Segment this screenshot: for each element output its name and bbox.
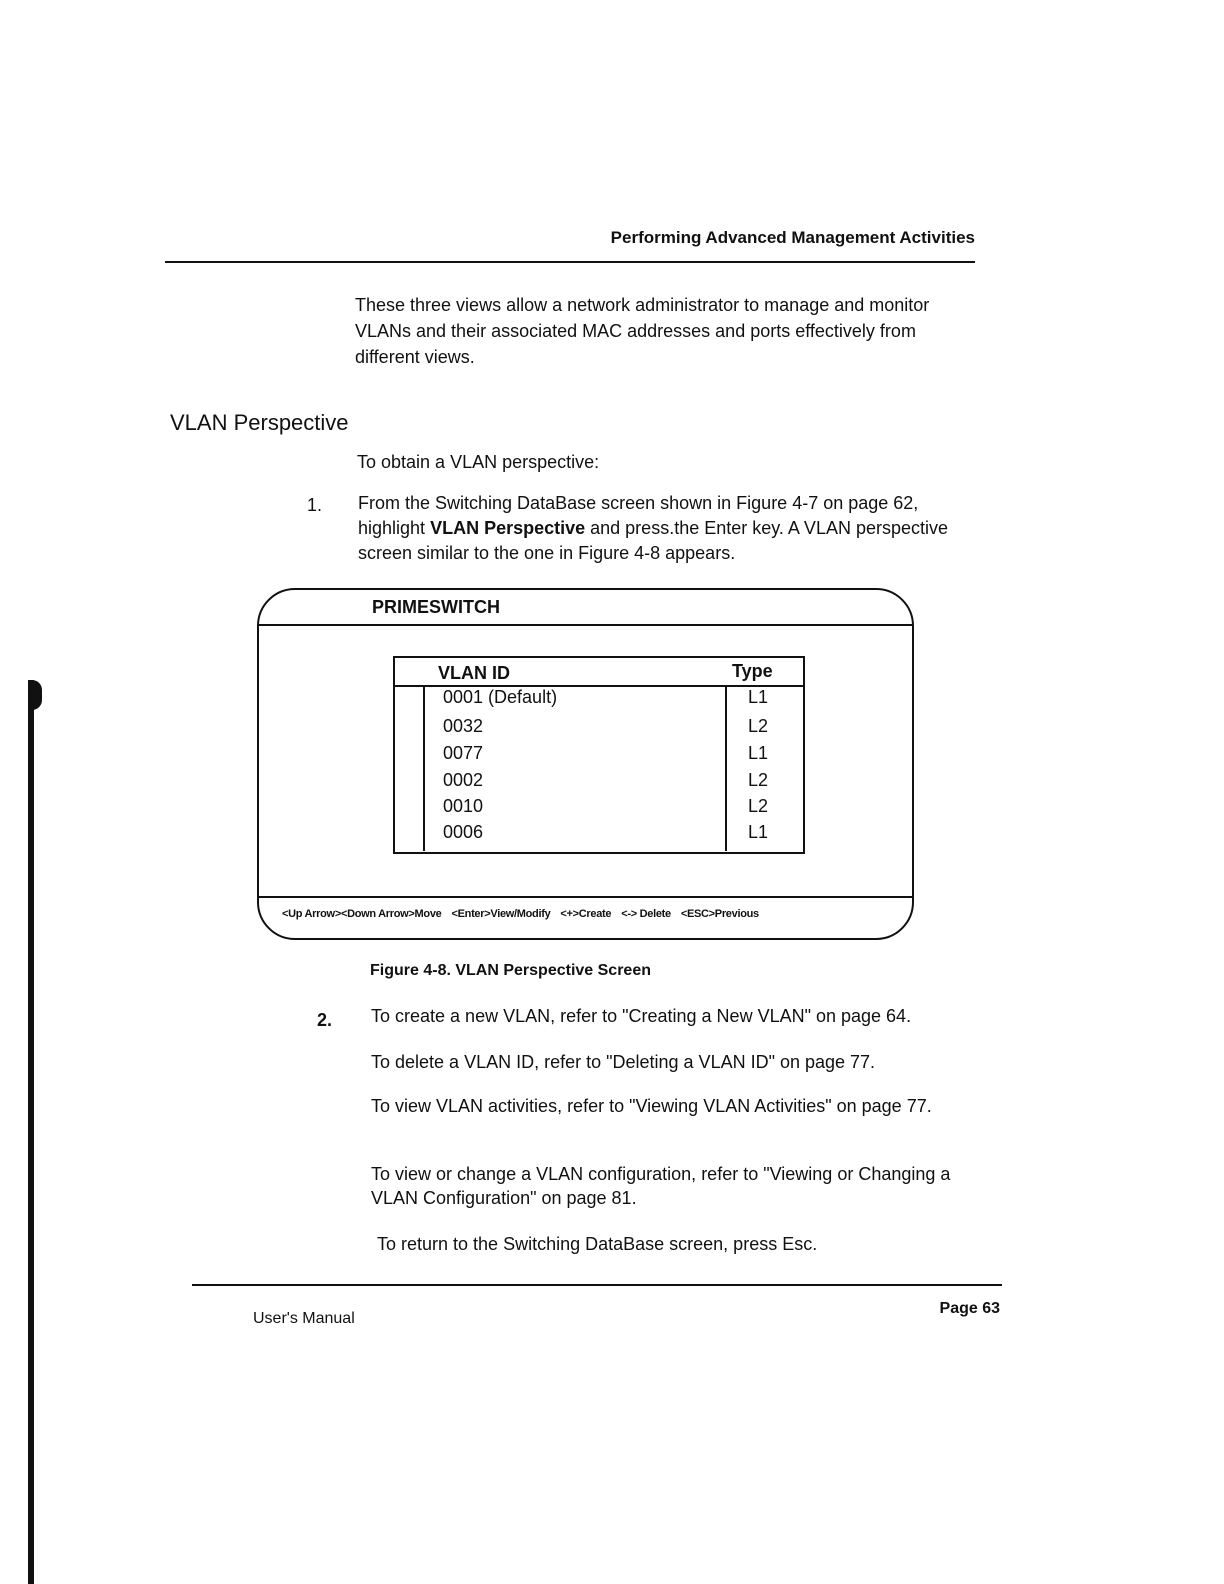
step-1-text: From the Switching DataBase screen shown in Figure 4-7 on page 62, highlight VLAN Perspective and press.the Enter key. A VLAN perspective screen similar to the one in Figure 4-8 appears. (358, 493, 949, 563)
section-intro: To obtain a VLAN perspective: (357, 452, 600, 472)
screen-footer-rule (257, 896, 912, 898)
vlan-id: 0006 (443, 822, 484, 842)
table-row[interactable] (425, 716, 801, 743)
step-1-number: 1. (307, 495, 323, 515)
key-view-modify: <Enter>View/Modify (451, 908, 551, 920)
screen-title: PRIMESWITCH (372, 597, 500, 617)
figure-caption: Figure 4-8. VLAN Perspective Screen (370, 962, 651, 979)
table-row[interactable] (425, 743, 801, 770)
binding-edge (28, 680, 34, 1584)
key-help-bar (282, 908, 902, 920)
vlan-id: 0077 (443, 743, 484, 763)
vlan-type: L2 (748, 716, 769, 736)
column-header-vlan-id: VLAN ID (438, 663, 510, 683)
footer-rule (192, 1284, 1002, 1286)
header-rule (165, 261, 975, 263)
vlan-id: 0001 (Default) (443, 687, 558, 707)
vlan-type: L2 (748, 796, 769, 816)
step-2-item: To create a new VLAN, refer to "Creating a New VLAN" on page 64. (371, 1006, 912, 1026)
intro-paragraph: These three views allow a network administrator to manage and monitor VLANs and their associated MAC addresses and ports effectively from different views. (355, 295, 930, 367)
binding-clip (28, 680, 42, 710)
column-header-type: Type (732, 661, 773, 681)
section-title: VLAN Perspective (170, 410, 349, 435)
step-2-item: To view or change a VLAN configuration, refer to "Viewing or Changing a VLAN Configuration" on page 81. (371, 1164, 951, 1208)
key-delete: <-> Delete (621, 908, 671, 920)
table-row[interactable] (425, 687, 801, 714)
table-row[interactable] (425, 770, 801, 797)
table-row[interactable] (425, 796, 801, 823)
screen-title-rule (257, 624, 912, 626)
vlan-type: L1 (748, 687, 769, 707)
step-2-item: To return to the Switching DataBase screen, press Esc. (377, 1234, 818, 1254)
page-number: Page 63 (939, 1300, 1000, 1317)
footer-manual-title: User's Manual (253, 1310, 355, 1327)
running-header: Performing Advanced Management Activities (610, 228, 975, 247)
vlan-id: 0010 (443, 796, 484, 816)
vlan-id: 0032 (443, 716, 484, 736)
step-2-number: 2. (317, 1010, 333, 1030)
step-1-bold: VLAN Perspective (430, 518, 586, 538)
key-previous: <ESC>Previous (680, 908, 759, 920)
key-create: <+>Create (560, 908, 612, 920)
vlan-type: L2 (748, 770, 769, 790)
table-row[interactable] (425, 822, 801, 849)
key-move: <Up Arrow><Down Arrow>Move (282, 908, 442, 920)
vlan-type: L1 (748, 822, 769, 842)
step-2-item: To view VLAN activities, refer to "Viewing VLAN Activities" on page 77. (371, 1096, 932, 1116)
vlan-type: L1 (748, 743, 769, 763)
vlan-id: 0002 (443, 770, 484, 790)
step-2-item: To delete a VLAN ID, refer to "Deleting a VLAN ID" on page 77. (371, 1052, 876, 1072)
